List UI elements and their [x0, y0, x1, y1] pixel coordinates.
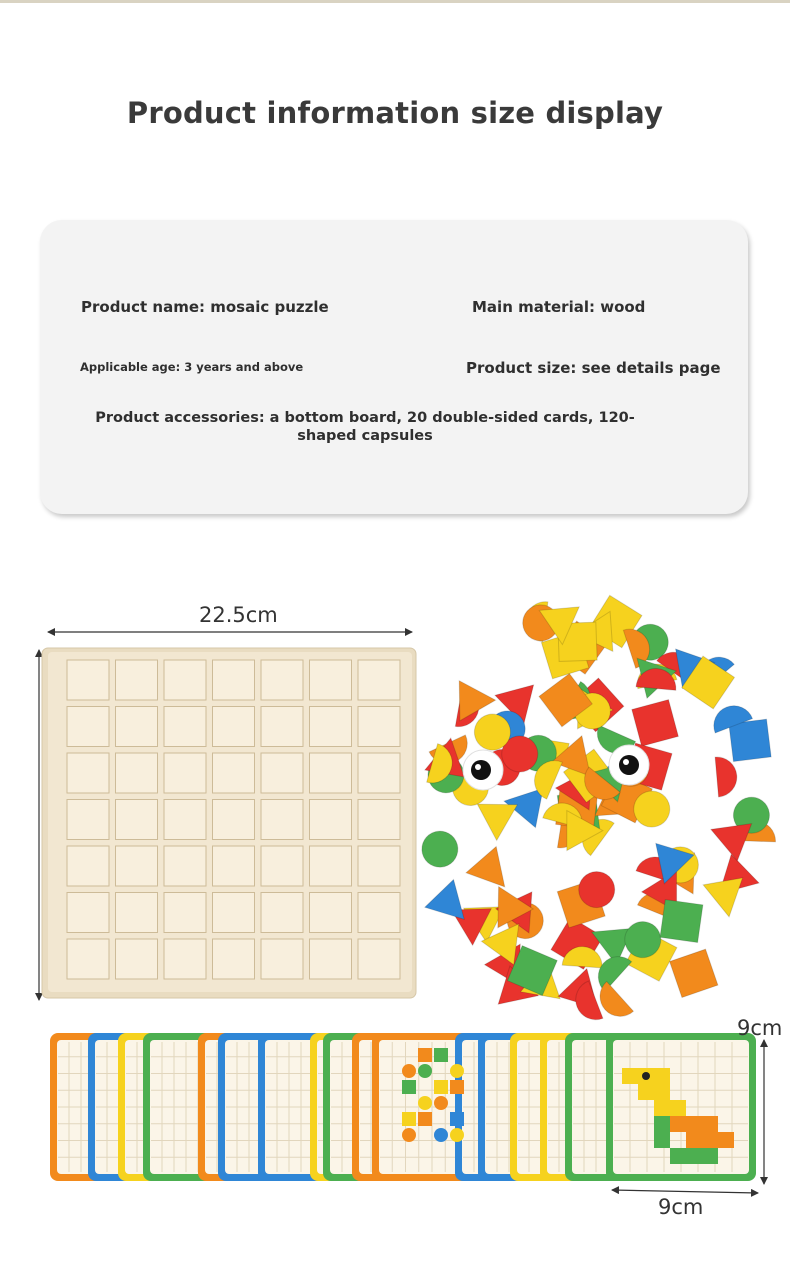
- board-cell: [261, 939, 303, 979]
- board-cell: [310, 753, 352, 793]
- applicable-age: Applicable age: 3 years and above: [80, 360, 304, 374]
- board-cell: [67, 846, 109, 886]
- product-accessories: Product accessories: a bottom board, 20 double-sided cards, 120-shaped capsules: [95, 410, 635, 444]
- top-divider: [0, 0, 790, 3]
- page-title: Product information size display: [126, 96, 664, 130]
- board-cell: [164, 939, 206, 979]
- board-cell: [164, 800, 206, 840]
- card-width-label: 9cm: [658, 1195, 704, 1219]
- board-cell: [310, 660, 352, 700]
- board-cell: [310, 893, 352, 933]
- card-height-label: 9cm: [737, 1016, 783, 1040]
- board-cell: [164, 753, 206, 793]
- board-cell: [358, 893, 400, 933]
- puzzle-piece: [660, 900, 703, 943]
- board-cell: [116, 660, 158, 700]
- card-width-arrow: [612, 1190, 758, 1193]
- board-cell: [67, 753, 109, 793]
- board-cell: [213, 660, 255, 700]
- board-cell: [261, 893, 303, 933]
- board-cell: [261, 800, 303, 840]
- board-cell: [116, 893, 158, 933]
- board-cell: [67, 800, 109, 840]
- board-cell: [213, 846, 255, 886]
- board-cell: [213, 753, 255, 793]
- board-cell: [261, 753, 303, 793]
- board-cell: [261, 660, 303, 700]
- board-cell: [67, 893, 109, 933]
- board-cell: [116, 753, 158, 793]
- puzzle-pieces-pile: [416, 595, 776, 1025]
- main-material: Main material: wood: [472, 298, 646, 316]
- board-cell: [261, 707, 303, 747]
- board-cell: [213, 939, 255, 979]
- product-info-card: [40, 220, 748, 514]
- puzzle-piece: [416, 825, 464, 873]
- product-photo: [0, 560, 790, 1283]
- board-cell: [358, 707, 400, 747]
- board-cell: [116, 939, 158, 979]
- pattern-cards: [50, 1033, 756, 1181]
- board-cell: [310, 800, 352, 840]
- board-cell: [164, 893, 206, 933]
- product-size: Product size: see details page: [466, 359, 721, 377]
- board-cell: [67, 707, 109, 747]
- puzzle-piece: [477, 804, 518, 841]
- board-cell: [358, 800, 400, 840]
- board-cell: [358, 753, 400, 793]
- board-cell: [67, 660, 109, 700]
- puzzle-piece: [466, 847, 520, 900]
- board-cell: [261, 846, 303, 886]
- board-cell: [164, 707, 206, 747]
- board-cell: [310, 707, 352, 747]
- product-name: Product name: mosaic puzzle: [81, 298, 329, 316]
- board-cell: [213, 893, 255, 933]
- board-cell: [116, 707, 158, 747]
- puzzle-piece: [670, 949, 718, 997]
- board-cell: [116, 846, 158, 886]
- puzzle-piece: [632, 700, 679, 747]
- board-cell: [67, 939, 109, 979]
- board-cell: [358, 846, 400, 886]
- board-cell: [164, 846, 206, 886]
- board-cell: [164, 660, 206, 700]
- board-width-label: 22.5cm: [199, 603, 278, 627]
- board-cell: [213, 800, 255, 840]
- board-cell: [310, 939, 352, 979]
- board-cell: [310, 846, 352, 886]
- board-cell: [358, 660, 400, 700]
- board-cell: [116, 800, 158, 840]
- board-cell: [213, 707, 255, 747]
- board-cell: [358, 939, 400, 979]
- wooden-board: [42, 648, 416, 998]
